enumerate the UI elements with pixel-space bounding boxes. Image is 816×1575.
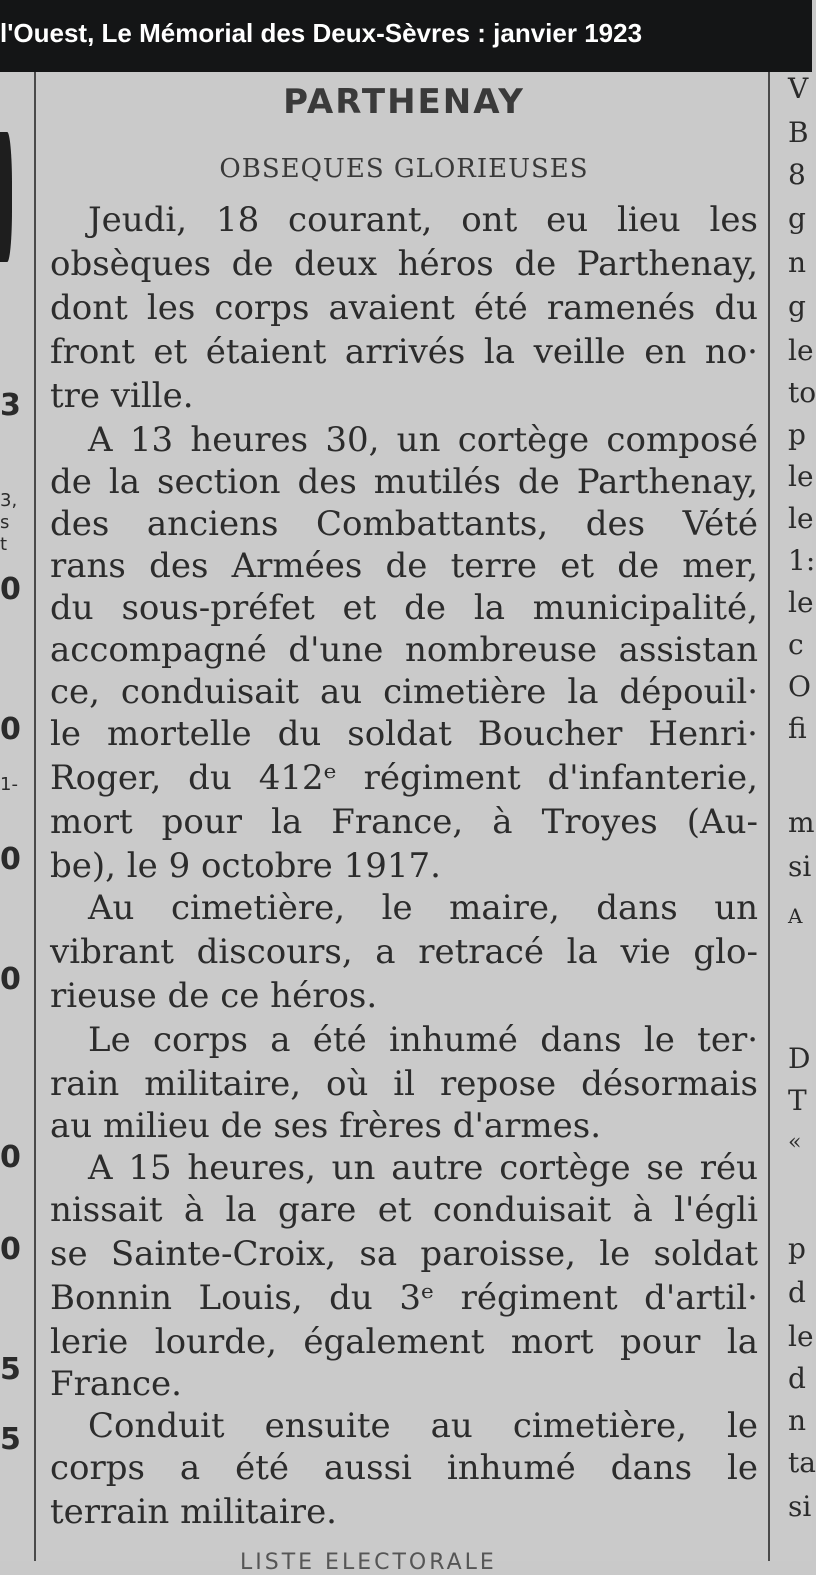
right-fragment: fi [788,712,807,745]
left-fragment: 0 [0,712,21,747]
article-line: rieuse de ce héros. [50,976,378,1016]
right-fragment: 8 [788,158,806,191]
article-line: tre ville. [50,376,194,416]
right-fragment: n [788,246,807,279]
article-subhead: OBSEQUES GLORIEUSES [219,154,589,184]
article-line: front et étaient arrivés la veille en no· [50,332,758,372]
left-fragment: 3 [0,388,21,423]
right-fragment: si [788,850,812,883]
left-column-ink-fragment [0,132,12,262]
right-fragment: O [788,670,811,703]
right-fragment: ta [788,1446,816,1479]
right-fragment: le [788,586,814,619]
right-fragment: c [788,628,804,661]
article-line: du sous-préfet et de la municipalité, [50,588,758,628]
right-fragment: si [788,1490,812,1523]
left-fragment: 0 [0,842,21,877]
article-line: Roger, du 412ᵉ régiment d'infanterie, [50,758,758,798]
article-line: vibrant discours, a retracé la vie glo- [50,932,758,972]
right-fragment: le [788,502,814,535]
left-fragment: 1- [0,774,18,795]
right-fragment: m [788,806,815,839]
article-line: nissait à la gare et conduisait à l'égli [50,1190,758,1230]
article-line: le mortelle du soldat Boucher Henri· [50,714,758,754]
article-line: be), le 9 octobre 1917. [50,846,441,886]
article-headline: PARTHENAY [283,82,525,122]
article-line: Conduit ensuite au cimetière, le [88,1406,758,1446]
article-line: A 15 heures, un autre cortège se réu [88,1148,758,1188]
left-fragment: 0 [0,1232,21,1267]
left-fragment: s [0,512,10,533]
article-line: Bonnin Louis, du 3ᵉ régiment d'artil· [50,1278,758,1318]
right-fragment: n [788,1404,807,1437]
left-fragment: 5 [0,1352,21,1387]
article-line: obsèques de deux héros de Parthenay, [50,244,758,284]
article-line: terrain militaire. [50,1492,337,1532]
left-column-rule [34,72,36,1561]
right-fragment: d [788,1276,806,1309]
right-fragment: p [788,418,806,451]
right-fragment: 1: [788,544,816,577]
article-line: ce, conduisait au cimetière la dépouil· [50,672,758,712]
right-fragment: to [788,376,816,409]
article-line: se Sainte-Croix, sa paroisse, le soldat [50,1234,758,1274]
right-fragment: D [788,1042,811,1075]
article-line: Jeudi, 18 courant, ont eu lieu les [88,200,758,240]
right-fragment: g [788,290,806,323]
page-title: l'Ouest, Le Mémorial des Deux-Sèvres : janvier 1923 [0,18,643,48]
article-line: mort pour la France, à Troyes (Au- [50,802,758,842]
newspaper-scan [0,72,816,1575]
article-line: des anciens Combattants, des Vété [50,504,758,544]
right-fragment: T [788,1084,807,1117]
article-line: accompagné d'une nombreuse assistan [50,630,758,670]
left-fragment: 5 [0,1422,21,1457]
left-fragment: 0 [0,962,21,997]
right-fragment: le [788,460,814,493]
article-line: au milieu de ses frères d'armes. [50,1106,602,1146]
article-line: dont les corps avaient été ramenés du [50,288,758,328]
article-line: rans des Armées de terre et de mer, [50,546,758,586]
left-fragment: 0 [0,1140,21,1175]
article-line: France. [50,1364,182,1404]
right-fragment: le [788,1320,814,1353]
left-fragment: t [0,534,8,555]
left-fragment: 0 [0,572,21,607]
right-column-rule [768,72,770,1561]
article-line: Le corps a été inhumé dans le ter· [88,1020,758,1060]
left-fragment: 3, [0,490,18,511]
article-line: A 13 heures 30, un cortège composé [88,420,758,460]
article-line: rain militaire, où il repose désormais [50,1064,758,1104]
right-fragment: le [788,334,814,367]
right-fragment: « [788,1130,802,1155]
article-line: de la section des mutilés de Parthenay, [50,462,758,502]
right-fragment: B [788,116,809,149]
article-line: Au cimetière, le maire, dans un [88,888,758,928]
window-title-bar [0,0,812,72]
right-fragment: p [788,1232,806,1265]
article-line: corps a été aussi inhumé dans le [50,1448,758,1488]
article-line: lerie lourde, également mort pour la [50,1322,758,1362]
right-fragment: A [788,904,803,928]
next-article-heading: LISTE ELECTORALE [240,1550,497,1575]
right-fragment: V [788,72,809,105]
right-fragment: g [788,202,806,235]
right-fragment: d [788,1362,806,1395]
